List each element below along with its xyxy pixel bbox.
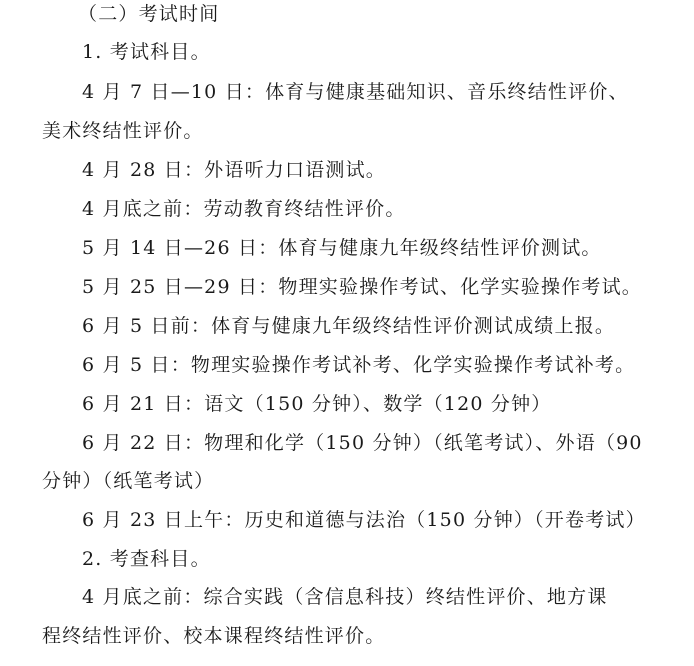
subsection-heading: 2. 考查科目。 — [82, 548, 211, 570]
schedule-line: 4 月底之前：综合实践（含信息科技）终结性评价、地方课 — [82, 586, 608, 608]
schedule-line: 6 月 5 日：物理实验操作考试补考、化学实验操作考试补考。 — [82, 354, 636, 376]
schedule-line: 4 月 7 日—10 日：体育与健康基础知识、音乐终结性评价、 — [82, 81, 629, 103]
schedule-line: 4 月底之前：劳动教育终结性评价。 — [82, 198, 406, 220]
schedule-line: 6 月 22 日：物理和化学（150 分钟）（纸笔考试）、外语（90 — [82, 432, 643, 454]
schedule-line-continuation: 程终结性评价、校本课程终结性评价。 — [42, 625, 386, 647]
schedule-line: 5 月 14 日—26 日：体育与健康九年级终结性评价测试。 — [82, 237, 602, 259]
subsection-heading: 1. 考试科目。 — [82, 41, 211, 63]
schedule-line: 6 月 21 日：语文（150 分钟）、数学（120 分钟） — [82, 393, 552, 415]
schedule-line: 4 月 28 日：外语听力口语测试。 — [82, 159, 386, 181]
schedule-line: 5 月 25 日—29 日：物理实验操作考试、化学实验操作考试。 — [82, 276, 643, 298]
schedule-line: 6 月 23 日上午：历史和道德与法治（150 分钟）（开卷考试） — [82, 509, 646, 531]
schedule-line-continuation: 美术终结性评价。 — [42, 120, 204, 142]
schedule-line: 6 月 5 日前：体育与健康九年级终结性评价测试成绩上报。 — [82, 315, 616, 337]
schedule-line-continuation: 分钟）（纸笔考试） — [42, 470, 215, 492]
section-heading: （二）考试时间 — [78, 3, 220, 25]
